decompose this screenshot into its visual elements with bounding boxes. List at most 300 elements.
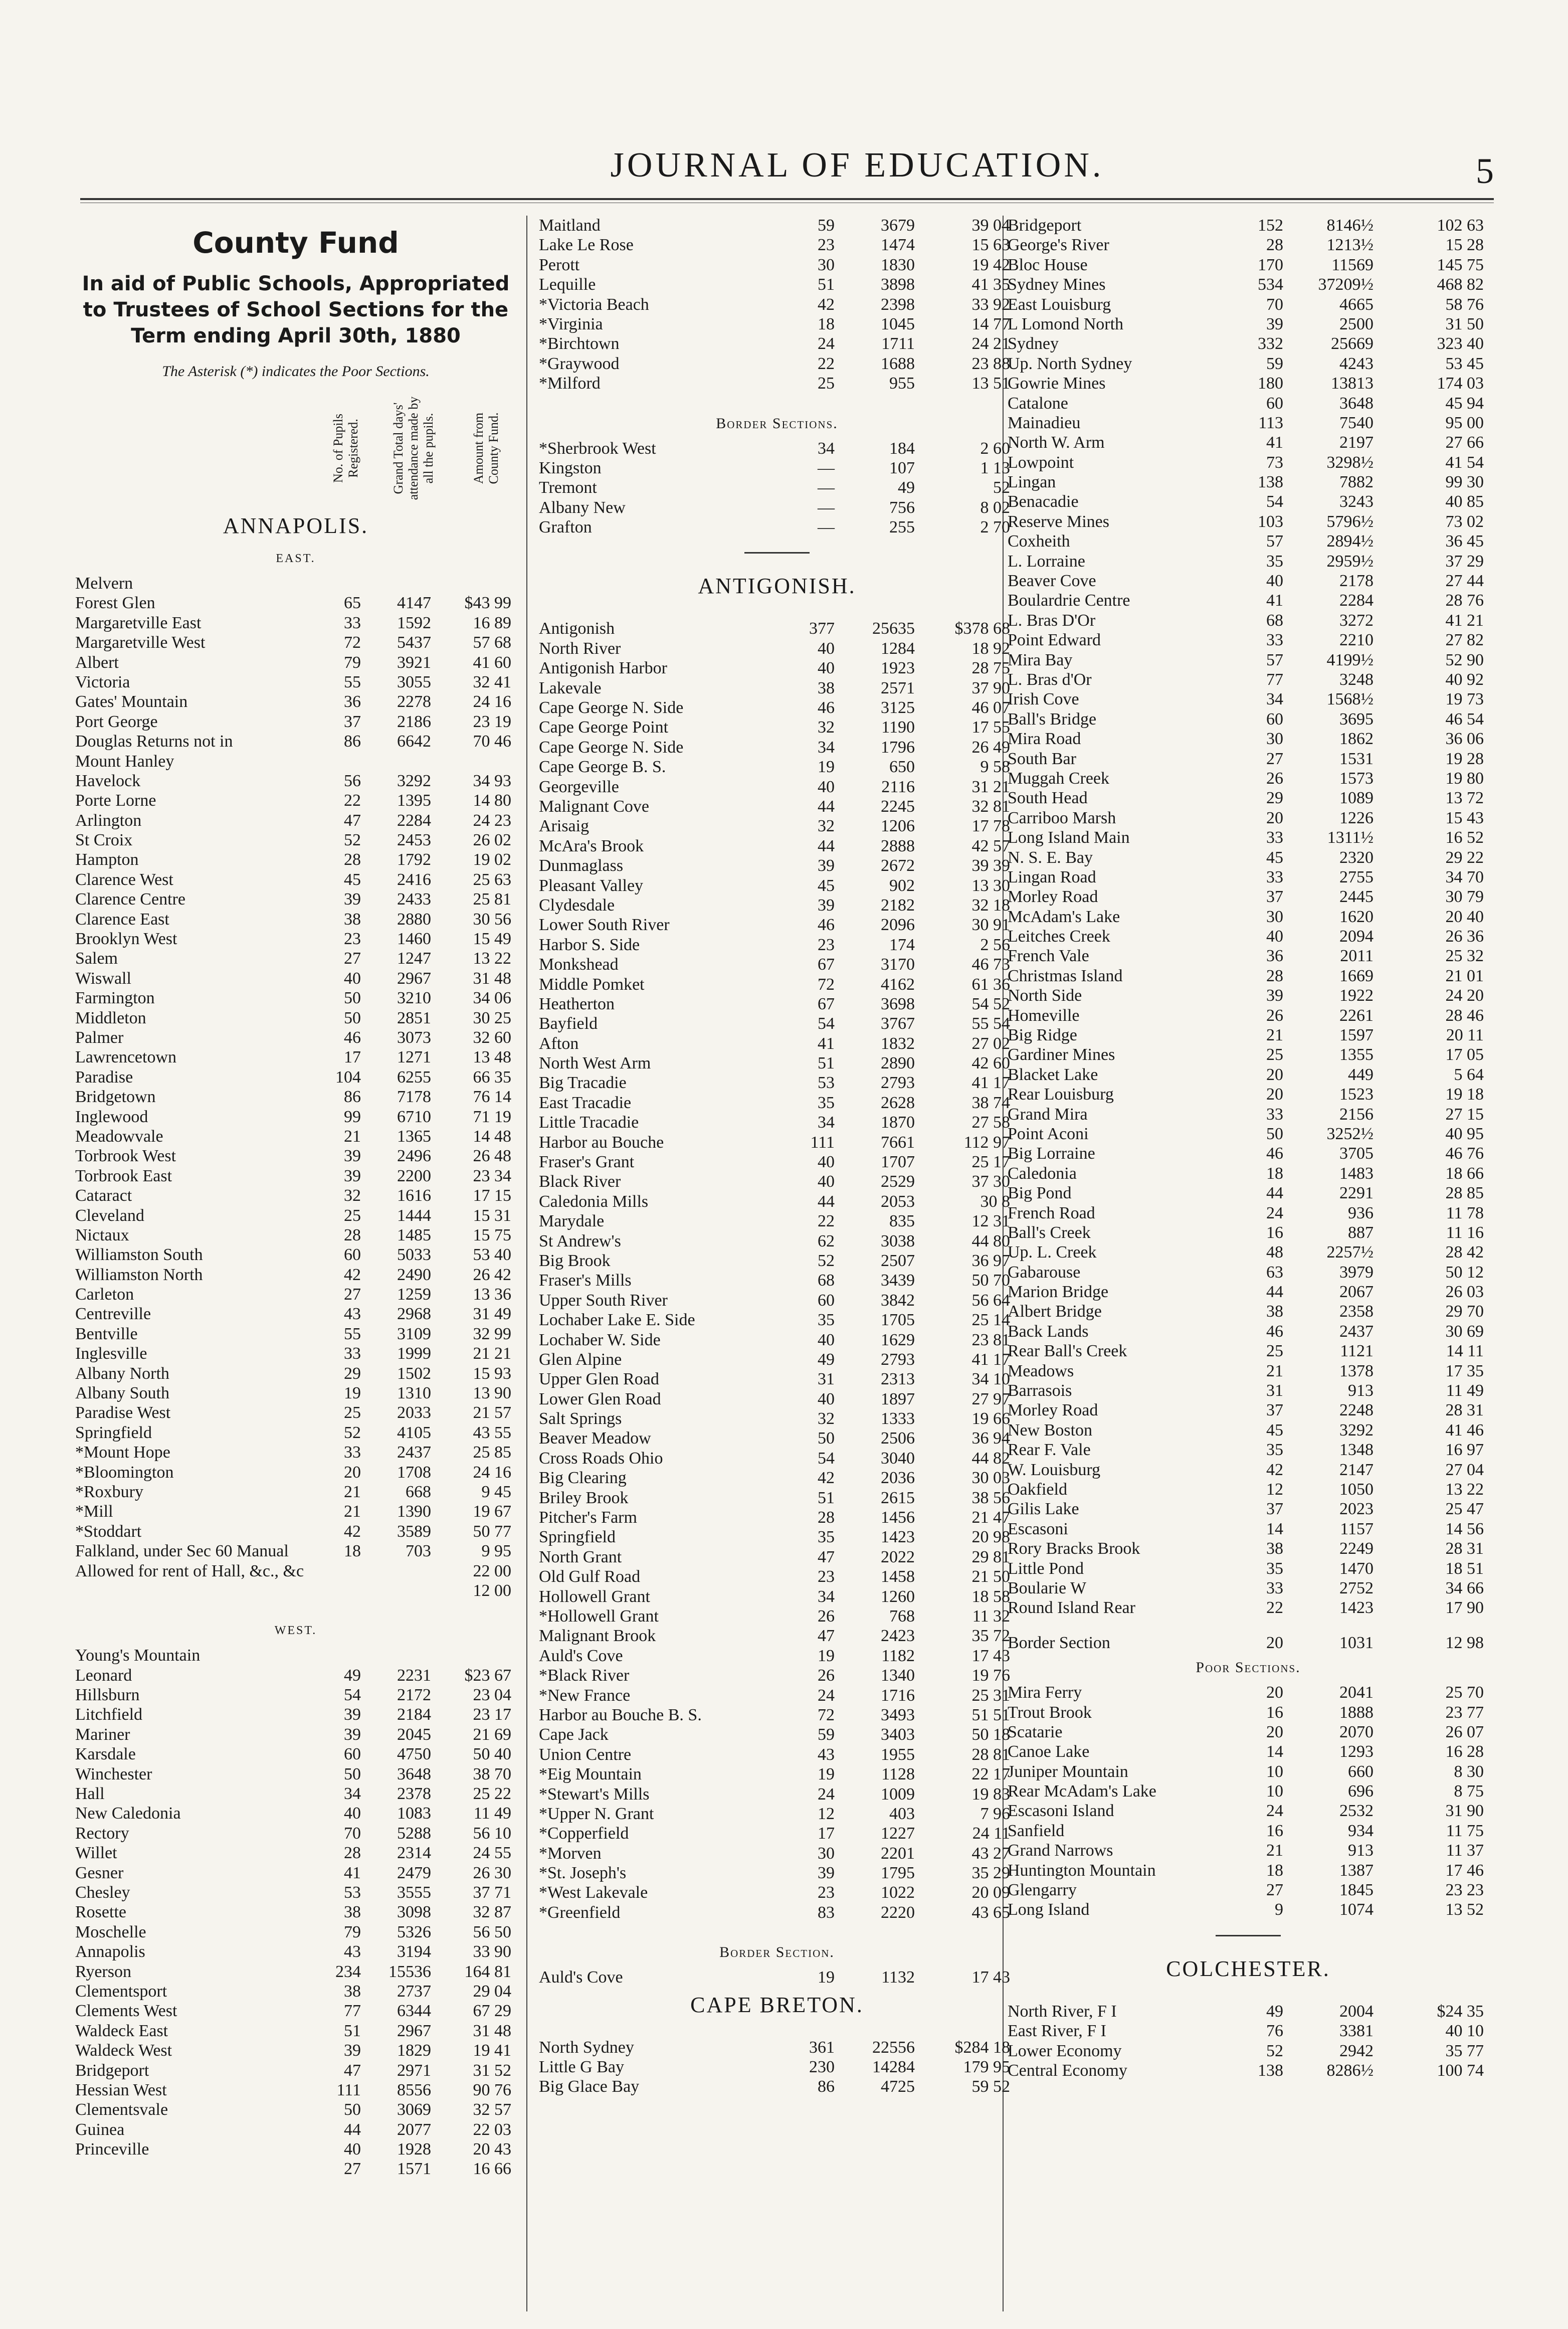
pupils-registered: 113 (1258, 413, 1283, 432)
fund-amount: 50 77 (473, 1522, 511, 1541)
fund-amount: 34 93 (473, 771, 511, 790)
pupils-registered: 39 (344, 2041, 361, 2060)
attendance-total: 2201 (881, 1844, 915, 1863)
pupils-registered: 28 (344, 1844, 361, 1863)
pupils-registered: 42 (1266, 1460, 1283, 1479)
fund-amount: $24 35 (1437, 2002, 1484, 2021)
section-name: Palmer (75, 1028, 124, 1047)
table-row (1008, 1742, 1489, 1761)
fund-amount: 19 80 (1445, 769, 1484, 788)
attendance-total: 1083 (397, 1804, 431, 1823)
pupils-registered: 152 (1258, 216, 1283, 235)
table-row (1008, 354, 1489, 374)
table-row (539, 836, 1015, 856)
attendance-total: 1387 (1339, 1861, 1374, 1880)
fund-amount: 20 40 (1445, 907, 1484, 926)
table-row (1008, 1006, 1489, 1025)
fund-amount: $23 67 (464, 1666, 511, 1685)
fund-amount: 20 09 (971, 1883, 1010, 1902)
pupils-registered: 99 (344, 1107, 361, 1126)
attendance-total: 2182 (881, 895, 915, 915)
pupils-registered: 43 (344, 1942, 361, 1961)
pupils-registered: 20 (1266, 808, 1283, 827)
section-name: Back Lands (1008, 1322, 1089, 1341)
spacer (1008, 1987, 1489, 2002)
table-row (539, 856, 1015, 875)
section-name: Tremont (539, 478, 597, 497)
pupils-registered: 25 (344, 1206, 361, 1225)
section-name: Morley Road (1008, 1401, 1098, 1420)
attendance-total: 11569 (1331, 255, 1374, 274)
section-name: *Upper N. Grant (539, 1804, 654, 1823)
attendance-total: 5288 (397, 1824, 431, 1843)
fund-amount: 12 98 (1445, 1633, 1484, 1652)
table-row (539, 1449, 1015, 1468)
attendance-total: 2067 (1339, 1283, 1374, 1302)
attendance-total: 3038 (881, 1231, 915, 1250)
attendance-total: 1845 (1339, 1881, 1374, 1900)
attendance-total: 1888 (1339, 1703, 1374, 1722)
section-name: Mount Hanley (75, 752, 174, 771)
attendance-total: 3555 (397, 1883, 431, 1902)
pupils-registered: 44 (818, 1192, 835, 1211)
table-row (75, 2100, 516, 2119)
pupils-registered: 43 (818, 1745, 835, 1764)
table-row (539, 994, 1015, 1014)
attendance-total: 1247 (397, 949, 431, 968)
section-name: Porte Lorne (75, 791, 156, 810)
fund-amount: 21 50 (971, 1567, 1010, 1586)
table-row (75, 969, 516, 988)
pupils-registered: 50 (344, 2100, 361, 2119)
pupils-registered: 40 (344, 1804, 361, 1823)
table-row (1008, 1861, 1489, 1880)
fund-amount: 41 17 (971, 1350, 1010, 1369)
fund-amount: 46 54 (1445, 709, 1484, 729)
table-row (1008, 472, 1489, 492)
section-name: Boulardrie Centre (1008, 591, 1130, 610)
pupils-registered: 25 (344, 1403, 361, 1422)
section-name: Heatherton (539, 994, 615, 1013)
section-name: Hall (75, 1784, 105, 1804)
fund-amount: 21 47 (971, 1508, 1010, 1527)
section-name: Rear F. Vale (1008, 1441, 1091, 1460)
attendance-total: 2437 (1339, 1322, 1374, 1341)
attendance-total: 1458 (881, 1567, 915, 1586)
pupils-registered: 377 (809, 619, 835, 638)
table-row (75, 1067, 516, 1087)
table-row (1008, 1900, 1489, 1919)
section-name: Bentville (75, 1324, 138, 1343)
fund-amount: 23 17 (473, 1705, 511, 1724)
section-name: North W. Arm (1008, 433, 1105, 452)
section-name: Rectory (75, 1824, 129, 1843)
attendance-total: 3252½ (1326, 1124, 1374, 1143)
fund-amount: 41 54 (1445, 453, 1484, 472)
attendance-total: 1031 (1339, 1633, 1374, 1652)
table-row (1008, 374, 1489, 393)
section-name: *Mount Hope (75, 1443, 170, 1462)
table-row (539, 619, 1015, 638)
pupils-registered: 35 (1266, 1559, 1283, 1578)
table-row (539, 1508, 1015, 1527)
table-row (539, 1172, 1015, 1191)
attendance-total: 1597 (1339, 1026, 1374, 1045)
table-row (75, 2021, 516, 2041)
fund-amount: 25 14 (971, 1311, 1010, 1330)
table-row (539, 1666, 1015, 1685)
section-name: Lochaber Lake E. Side (539, 1311, 695, 1330)
pupils-registered: 55 (344, 1324, 361, 1343)
pupils-registered: 111 (810, 1133, 835, 1152)
section-name: Carleton (75, 1285, 134, 1304)
attendance-total: 2313 (881, 1370, 915, 1389)
column-headings (75, 388, 516, 508)
attendance-total: 3589 (397, 1522, 431, 1541)
table-row (1008, 235, 1489, 255)
fund-amount: 38 56 (971, 1488, 1010, 1507)
pupils-registered: 31 (818, 1370, 835, 1389)
fund-amount: 16 52 (1445, 828, 1484, 847)
table-row (539, 738, 1015, 757)
attendance-total: 1573 (1339, 769, 1374, 788)
pupils-registered: 23 (818, 236, 835, 255)
pupils-registered: 67 (818, 994, 835, 1013)
attendance-total: 1271 (397, 1048, 431, 1067)
table-row (75, 1383, 516, 1403)
fund-amount: 37 29 (1445, 552, 1484, 571)
table-row (539, 955, 1015, 974)
table-row (75, 1423, 516, 1443)
attendance-total: 2245 (881, 797, 915, 816)
table-row (539, 295, 1015, 314)
pupils-registered: 59 (818, 1725, 835, 1744)
pupils-registered: 70 (344, 1824, 361, 1843)
fund-amount: 26 02 (473, 831, 511, 850)
table-row (75, 1245, 516, 1265)
fund-amount: $43 99 (464, 594, 511, 613)
attendance-total: 1009 (881, 1784, 915, 1804)
table-row (1008, 1322, 1489, 1341)
attendance-total: 3194 (397, 1942, 431, 1961)
fund-amount: 43 27 (971, 1844, 1010, 1863)
table-row (539, 1231, 1015, 1251)
pupils-registered: 20 (344, 1463, 361, 1482)
table-row (539, 1428, 1015, 1448)
attendance-total: 1862 (1339, 730, 1374, 749)
section-name: Paradise West (75, 1403, 171, 1422)
attendance-total: 1121 (1340, 1342, 1374, 1361)
section-name: North River (539, 639, 621, 658)
section-name: Big Ridge (1008, 1026, 1077, 1045)
pupils-registered: 40 (818, 659, 835, 678)
column-3 (1008, 216, 1489, 2306)
county-fund-title: County Fund (192, 226, 399, 260)
attendance-total: 5033 (397, 1245, 431, 1265)
table-row (539, 757, 1015, 777)
table-row (539, 1271, 1015, 1290)
fund-amount: 17 90 (1445, 1598, 1484, 1618)
fund-amount: 29 22 (1445, 848, 1484, 867)
table-row (75, 613, 516, 633)
attendance-total: 887 (1348, 1223, 1374, 1242)
section-name: Oakfield (1008, 1480, 1067, 1499)
table-row (539, 1192, 1015, 1211)
column-3-table (1008, 216, 1489, 2080)
section-name: Trout Brook (1008, 1703, 1092, 1722)
section-name: Canoe Lake (1008, 1742, 1090, 1761)
pupils-registered: 19 (818, 1646, 835, 1665)
section-name: Winchester (75, 1764, 152, 1783)
pupils-registered: 45 (818, 876, 835, 895)
table-row (539, 1053, 1015, 1073)
section-rule (744, 552, 810, 554)
fund-amount: 11 49 (473, 1804, 511, 1823)
attendance-total: 2022 (881, 1547, 915, 1566)
section-name: North River, F I (1008, 2002, 1117, 2021)
pupils-registered: 12 (818, 1804, 835, 1823)
attendance-total: 1523 (1339, 1085, 1374, 1104)
table-row (1008, 729, 1489, 749)
attendance-total: 3767 (881, 1014, 915, 1033)
fund-amount: 29 04 (473, 1982, 511, 2001)
table-row (539, 1646, 1015, 1666)
attendance-total: 2490 (397, 1265, 431, 1284)
table-row (539, 275, 1015, 294)
fund-amount: 41 60 (473, 653, 511, 672)
section-name: Lower Glen Road (539, 1389, 661, 1408)
attendance-total: 1074 (1339, 1900, 1374, 1919)
section-name: *Graywood (539, 354, 620, 373)
table-row (1008, 255, 1489, 275)
fund-amount: 40 95 (1445, 1124, 1484, 1143)
page-header (80, 145, 1494, 191)
fund-amount: 17 46 (1445, 1861, 1484, 1880)
attendance-total: 1955 (881, 1745, 915, 1764)
table-row (75, 791, 516, 810)
table-row (539, 1310, 1015, 1330)
table-row (539, 1567, 1015, 1586)
table-row (75, 1265, 516, 1285)
table-row (539, 498, 1015, 517)
attendance-total: 1390 (397, 1502, 431, 1521)
pupils-registered: 35 (818, 1311, 835, 1330)
attendance-total: 1571 (397, 2160, 431, 2179)
pupils-registered: 18 (818, 314, 835, 333)
table-row (1008, 1282, 1489, 1302)
attendance-total: 3292 (397, 771, 431, 790)
pupils-registered: 12 (1266, 1480, 1283, 1499)
fund-amount: 28 31 (1445, 1539, 1484, 1558)
table-row (1008, 630, 1489, 650)
table-row (1008, 1578, 1489, 1598)
attendance-total: 4725 (881, 2077, 915, 2096)
section-name: Old Gulf Road (539, 1567, 641, 1586)
table-row (539, 1409, 1015, 1428)
pupils-registered: 50 (344, 1008, 361, 1027)
pupils-registered: 52 (344, 1423, 361, 1442)
section-name: Gilis Lake (1008, 1500, 1079, 1519)
fund-amount: 50 70 (971, 1271, 1010, 1290)
attendance-total: 5326 (397, 1922, 431, 1941)
section-name: Karsdale (75, 1745, 136, 1764)
fund-amount: 15 28 (1445, 236, 1484, 255)
section-name: Albany South (75, 1384, 169, 1403)
fund-amount: 15 75 (473, 1225, 511, 1244)
fund-amount: 21 01 (1445, 966, 1484, 985)
attendance-total: 5437 (397, 633, 431, 652)
table-row (539, 1034, 1015, 1053)
pupils-registered: 73 (1266, 453, 1283, 472)
pupils-registered: 43 (344, 1305, 361, 1324)
section-name: Fraser's Grant (539, 1153, 635, 1172)
attendance-total: 2507 (881, 1251, 915, 1270)
pupils-registered: 16 (1266, 1821, 1283, 1840)
section-name: Annapolis (75, 1942, 145, 1961)
pupils-registered: 40 (344, 969, 361, 988)
fund-amount: 15 93 (473, 1364, 511, 1383)
pupils-registered: 14 (1266, 1519, 1283, 1538)
fund-amount: 19 02 (473, 850, 511, 869)
table-row (75, 1443, 516, 1462)
table-row (75, 949, 516, 968)
section-name: Maitland (539, 216, 601, 235)
fund-amount: 30 03 (971, 1469, 1010, 1488)
section-name: Scatarie (1008, 1722, 1063, 1741)
pupils-registered: 51 (818, 1054, 835, 1073)
pupils-registered: 21 (344, 1482, 361, 1501)
fund-amount: 27 66 (1445, 433, 1484, 452)
table-row (75, 1166, 516, 1186)
section-name: Marydale (539, 1212, 605, 1231)
table-row (75, 633, 516, 652)
fund-amount: 31 48 (473, 2021, 511, 2040)
attendance-total: 1355 (1339, 1045, 1374, 1064)
section-name: Lingan Road (1008, 867, 1096, 886)
section-name: Glengarry (1008, 1881, 1077, 1900)
pupils-registered: 33 (1266, 1105, 1283, 1124)
page-number: 5 (1476, 151, 1494, 191)
table-row (1008, 1762, 1489, 1781)
table-row (75, 1863, 516, 1883)
fund-amount: 13 36 (473, 1285, 511, 1304)
fund-amount: 46 76 (1445, 1144, 1484, 1163)
fund-amount: 29 70 (1445, 1302, 1484, 1321)
pupils-registered: 31 (1266, 1381, 1283, 1400)
section-name: Albert Bridge (1008, 1302, 1102, 1321)
pupils-registered: 44 (818, 836, 835, 855)
attendance-total: 1620 (1339, 907, 1374, 926)
section-name: Dunmaglass (539, 856, 624, 875)
section-name: South Head (1008, 789, 1088, 808)
fund-amount: 73 02 (1445, 512, 1484, 531)
table-row (539, 1488, 1015, 1508)
fund-amount: 50 40 (473, 1745, 511, 1764)
section-name: Harbor au Bouche B. S. (539, 1705, 702, 1724)
table-row (1008, 1105, 1489, 1124)
section-name: Upper Glen Road (539, 1370, 659, 1389)
attendance-total: 4199½ (1326, 650, 1374, 669)
attendance-total: 2184 (397, 1705, 431, 1724)
section-name: Waldeck West (75, 2041, 172, 2060)
fund-amount: 26 03 (1445, 1283, 1484, 1302)
table-row (75, 1666, 516, 1685)
attendance-total: 2437 (397, 1443, 431, 1462)
section-name: Centreville (75, 1305, 151, 1324)
fund-amount: 66 35 (473, 1067, 511, 1087)
table-row (1008, 1065, 1489, 1085)
section-name: Big Pond (1008, 1184, 1072, 1203)
fund-amount: 11 75 (1446, 1821, 1484, 1840)
fund-amount: 18 58 (971, 1587, 1010, 1606)
pupils-registered: 50 (344, 989, 361, 1008)
fund-amount: 21 21 (473, 1344, 511, 1363)
attendance-total: 2220 (881, 1903, 915, 1922)
table-row (1008, 453, 1489, 472)
pupils-registered: 21 (344, 1502, 361, 1521)
table-row (1008, 611, 1489, 630)
fund-amount: 50 12 (1445, 1263, 1484, 1282)
fund-amount: 23 81 (971, 1330, 1010, 1349)
fund-amount: 22 03 (473, 2120, 511, 2139)
section-name: Gowrie Mines (1008, 374, 1106, 393)
attendance-total: 1707 (881, 1153, 915, 1172)
table-row (1008, 531, 1489, 551)
pupils-registered: 37 (1266, 1401, 1283, 1420)
fund-amount: 56 10 (473, 1824, 511, 1843)
attendance-total: 3125 (881, 698, 915, 718)
table-row (539, 334, 1015, 353)
section-name: Chesley (75, 1883, 130, 1902)
pupils-registered: 34 (818, 1113, 835, 1132)
table-row (1008, 1633, 1489, 1653)
sub-heading: EAST. (276, 552, 316, 565)
pupils-registered: 19 (818, 758, 835, 777)
attendance-total: 3439 (881, 1271, 915, 1290)
pupils-registered: 30 (818, 1844, 835, 1863)
county-heading: ANNAPOLIS. (223, 513, 369, 538)
table-row (539, 2057, 1015, 2077)
attendance-total: 449 (1348, 1065, 1374, 1084)
pupils-registered: 77 (1266, 670, 1283, 689)
attendance-total: 2033 (397, 1403, 431, 1422)
table-row (539, 678, 1015, 698)
attendance-total: 4105 (397, 1423, 431, 1442)
table-row (1008, 1085, 1489, 1104)
table-row (1008, 275, 1489, 294)
fund-amount: 39 04 (971, 216, 1010, 235)
table-row (539, 1014, 1015, 1033)
table-row (1008, 1361, 1489, 1381)
attendance-total: 3842 (881, 1291, 915, 1310)
table-row (539, 1251, 1015, 1271)
section-name: Big Clearing (539, 1469, 627, 1488)
fund-amount: 2 56 (980, 935, 1010, 954)
pupils-registered: 41 (344, 1863, 361, 1882)
section-name: Caledonia Mills (539, 1192, 649, 1211)
section-name: Lochaber W. Side (539, 1330, 661, 1349)
attendance-total: 3210 (397, 989, 431, 1008)
attendance-total: 2737 (397, 1982, 431, 2001)
table-row (539, 517, 1015, 537)
fund-amount: 51 51 (971, 1705, 1010, 1724)
attendance-total: 1795 (881, 1864, 915, 1883)
section-name: Hessian West (75, 2080, 167, 2099)
fund-amount: 21 69 (473, 1725, 511, 1744)
attendance-total: 1474 (881, 236, 915, 255)
table-row (1008, 413, 1489, 433)
pupils-registered: 27 (344, 949, 361, 968)
